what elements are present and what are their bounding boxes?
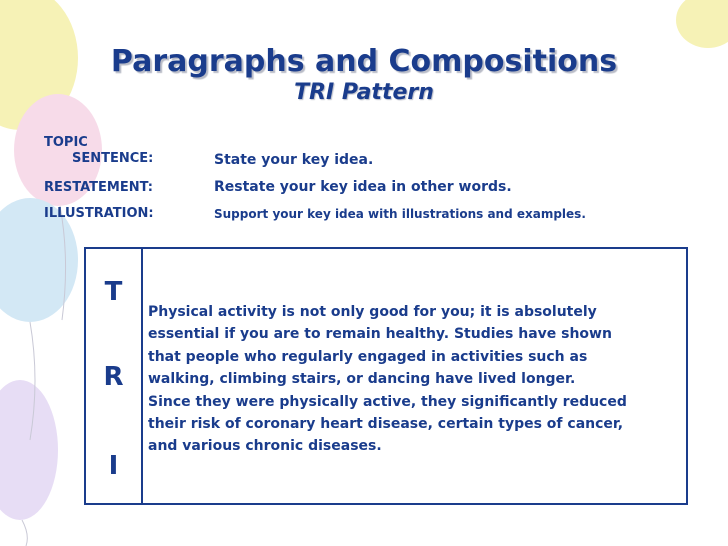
box-divider	[141, 249, 143, 503]
slide-title: Paragraphs and Compositions	[110, 44, 618, 79]
slide-subtitle: TRI Pattern	[294, 80, 434, 105]
letter-t: T	[104, 277, 123, 307]
illustration-term: ILLUSTRATION:	[44, 206, 154, 221]
topic-term-line1: TOPIC	[44, 135, 88, 150]
topic-description: State your key idea.	[214, 152, 374, 168]
illustration-description: Support your key idea with illustrations and examples.	[214, 207, 586, 221]
balloon-yellow-corner	[676, 0, 728, 48]
letter-i: I	[108, 451, 119, 481]
tri-example-box	[84, 247, 688, 505]
letter-r: R	[103, 362, 124, 392]
restatement-term: RESTATEMENT:	[44, 180, 153, 195]
balloon-purple	[0, 380, 58, 520]
restatement-description: Restate your key idea in other words.	[214, 179, 512, 195]
topic-term-line2: SENTENCE:	[72, 151, 154, 166]
example-paragraph: Physical activity is not only good for you; it is absolutely essential if you are to remain healthy. Studies have shown that people who regularly engaged in activities such as walking, climbing stairs, or dancing have lived longer. Since they were physically active, they significantly reduced their risk of coronary heart disease, certain types of cancer, and various chronic diseases.	[148, 304, 627, 455]
